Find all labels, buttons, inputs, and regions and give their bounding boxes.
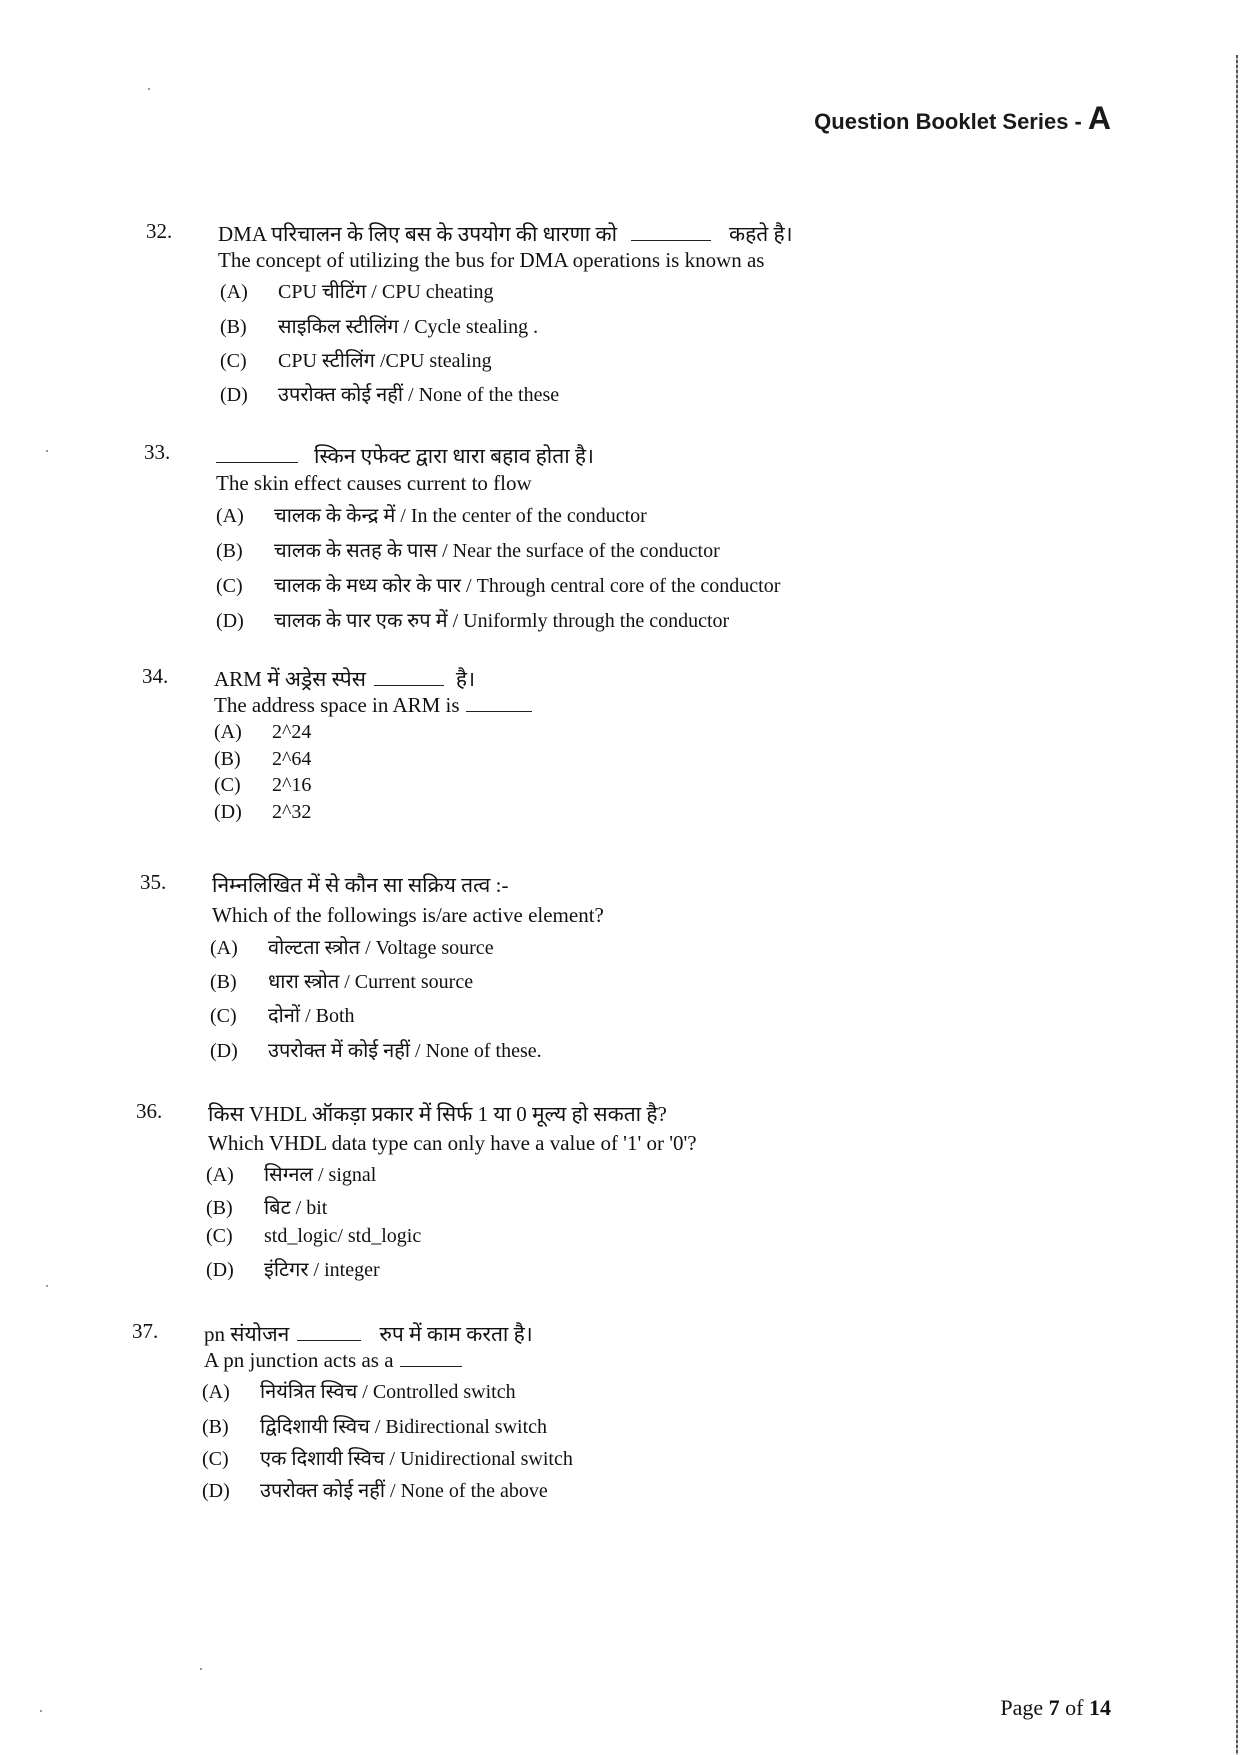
- option-label: (A): [214, 721, 242, 743]
- booklet-series-header: [814, 100, 1111, 137]
- option-d[interactable]: [210, 1036, 542, 1063]
- option-c[interactable]: [206, 1225, 421, 1248]
- question-english: The concept of utilizing the bus for DMA operations is known as: [218, 248, 765, 272]
- option-text: 2^64: [272, 748, 312, 770]
- option-label: (B): [214, 748, 241, 770]
- option-label: (B): [210, 971, 237, 993]
- option-text: द्विदिशायी स्विच / Bidirectional switch: [260, 1416, 548, 1438]
- option-a[interactable]: [220, 277, 494, 304]
- option-d[interactable]: [220, 380, 559, 407]
- option-text: चालक के पार एक रुप में / Uniformly through the conductor: [274, 610, 730, 632]
- option-label: (D): [214, 801, 242, 823]
- option-text: CPU चीटिंग / CPU cheating: [278, 281, 494, 303]
- option-text: उपरोक्त कोई नहीं / None of the these: [278, 384, 560, 406]
- option-label: (B): [202, 1416, 229, 1438]
- question-english: [204, 1348, 468, 1373]
- question-hindi-part: स्किन एफेक्ट द्वारा धारा बहाव होता है।: [314, 444, 595, 468]
- question-hindi-part: रुप में काम करता है।: [379, 1322, 533, 1346]
- scan-speck: [200, 1668, 202, 1670]
- option-label: (D): [216, 610, 244, 632]
- question-hindi-part: DMA परिचालन के लिए बस के उपयोग की धारणा को: [218, 222, 618, 246]
- option-b[interactable]: [202, 1412, 547, 1439]
- option-b[interactable]: [210, 967, 473, 994]
- option-label: (A): [210, 937, 238, 959]
- option-c[interactable]: [210, 1001, 355, 1028]
- option-label: (C): [214, 774, 241, 796]
- option-label: (A): [220, 281, 248, 303]
- option-d[interactable]: [206, 1255, 380, 1282]
- option-text: CPU स्टीलिंग /CPU stealing: [278, 350, 492, 372]
- option-a[interactable]: [214, 721, 311, 744]
- question-hindi: [214, 665, 475, 693]
- answer-blank: [297, 1324, 361, 1341]
- option-a[interactable]: [202, 1377, 516, 1404]
- option-text: वोल्टता स्त्रोत / Voltage source: [268, 937, 494, 959]
- option-a[interactable]: [206, 1160, 376, 1187]
- option-text: नियंत्रित स्विच / Controlled switch: [260, 1381, 516, 1403]
- scan-edge-line: [1236, 55, 1238, 1755]
- option-c[interactable]: [214, 774, 311, 797]
- option-label: (C): [220, 350, 247, 372]
- option-c[interactable]: [216, 571, 780, 598]
- question-number: 37.: [132, 1319, 159, 1343]
- option-label: (C): [216, 575, 243, 597]
- question-english-text: A pn junction acts as a: [204, 1348, 394, 1372]
- option-text: उपरोक्त में कोई नहीं / None of these.: [268, 1040, 542, 1062]
- option-label: (C): [202, 1448, 229, 1470]
- answer-blank: [400, 1350, 462, 1367]
- page-current: 7: [1048, 1695, 1060, 1720]
- page-of: of: [1065, 1695, 1084, 1720]
- option-label: (C): [210, 1005, 237, 1027]
- option-text: धारा स्त्रोत / Current source: [268, 971, 474, 993]
- page-total: 14: [1089, 1695, 1111, 1720]
- answer-blank: [216, 446, 298, 463]
- option-label: (D): [206, 1259, 234, 1281]
- option-text: साइकिल स्टीलिंग / Cycle stealing .: [278, 316, 539, 338]
- page-number: [1000, 1695, 1111, 1721]
- option-a[interactable]: [210, 933, 494, 960]
- option-label: (D): [210, 1040, 238, 1062]
- question-english: The skin effect causes current to flow: [216, 471, 532, 495]
- option-text: 2^32: [272, 801, 312, 823]
- question-number: 32.: [146, 219, 173, 243]
- option-text: बिट / bit: [264, 1197, 328, 1219]
- question-english: [214, 693, 538, 718]
- option-label: (A): [202, 1381, 230, 1403]
- booklet-series-letter: A: [1087, 100, 1111, 136]
- option-label: (B): [216, 540, 243, 562]
- option-b[interactable]: [220, 312, 538, 339]
- option-text: सिग्नल / signal: [264, 1164, 377, 1186]
- option-b[interactable]: [206, 1193, 327, 1220]
- question-hindi-part: कहते है।: [729, 222, 793, 246]
- question-english: Which of the followings is/are active element?: [212, 903, 604, 927]
- option-a[interactable]: [216, 501, 647, 528]
- option-text: चालक के केन्द्र में / In the center of the conductor: [274, 505, 647, 527]
- option-label: (A): [216, 505, 244, 527]
- option-c[interactable]: [202, 1444, 573, 1471]
- option-label: (D): [202, 1480, 230, 1502]
- question-hindi-part: pn संयोजन: [204, 1322, 290, 1346]
- answer-blank: [466, 695, 532, 712]
- question-number: 34.: [142, 664, 169, 688]
- option-label: (D): [220, 384, 248, 406]
- option-label: (B): [220, 316, 247, 338]
- option-text: 2^16: [272, 774, 312, 796]
- option-label: (A): [206, 1164, 234, 1186]
- page-prefix: Page: [1000, 1695, 1044, 1720]
- option-label: (B): [206, 1197, 233, 1219]
- option-b[interactable]: [216, 536, 720, 563]
- question-hindi: [216, 442, 594, 470]
- scan-speck: [46, 450, 48, 452]
- question-hindi: निम्नलिखित में से कौन सा सक्रिय तत्व :-: [212, 873, 509, 897]
- scan-speck: [148, 88, 150, 90]
- option-text: std_logic/ std_logic: [264, 1225, 422, 1247]
- booklet-series-label: Question Booklet Series -: [814, 109, 1082, 134]
- option-label: (C): [206, 1225, 233, 1247]
- question-hindi-part: है।: [455, 667, 476, 691]
- option-text: 2^24: [272, 721, 312, 743]
- option-d[interactable]: [214, 801, 311, 824]
- scan-speck: [46, 1285, 48, 1287]
- question-hindi: [204, 1320, 533, 1348]
- option-text: दोनों / Both: [268, 1005, 355, 1027]
- question-number: 33.: [144, 440, 171, 464]
- option-text: चालक के मध्य कोर के पार / Through central core of the conductor: [274, 575, 781, 597]
- option-c[interactable]: [220, 346, 492, 373]
- option-text: चालक के सतह के पास / Near the surface of the conductor: [274, 540, 720, 562]
- option-d[interactable]: [202, 1476, 548, 1503]
- question-english-text: The address space in ARM is: [214, 693, 460, 717]
- option-text: इंटिगर / integer: [264, 1259, 380, 1281]
- answer-blank: [374, 669, 444, 686]
- question-number: 35.: [140, 870, 167, 894]
- option-text: एक दिशायी स्विच / Unidirectional switch: [260, 1448, 573, 1470]
- scan-speck: [40, 1710, 42, 1712]
- answer-blank: [631, 224, 711, 241]
- question-hindi: किस VHDL ऑकड़ा प्रकार में सिर्फ 1 या 0 मूल्य हो सकता है?: [208, 1102, 667, 1126]
- question-number: 36.: [136, 1099, 163, 1123]
- option-d[interactable]: [216, 606, 729, 633]
- option-text: उपरोक्त कोई नहीं / None of the above: [260, 1480, 548, 1502]
- option-b[interactable]: [214, 748, 311, 771]
- question-hindi-part: ARM में अड्रेस स्पेस: [214, 667, 366, 691]
- question-hindi: [218, 220, 793, 248]
- question-english: Which VHDL data type can only have a value of '1' or '0'?: [208, 1131, 697, 1155]
